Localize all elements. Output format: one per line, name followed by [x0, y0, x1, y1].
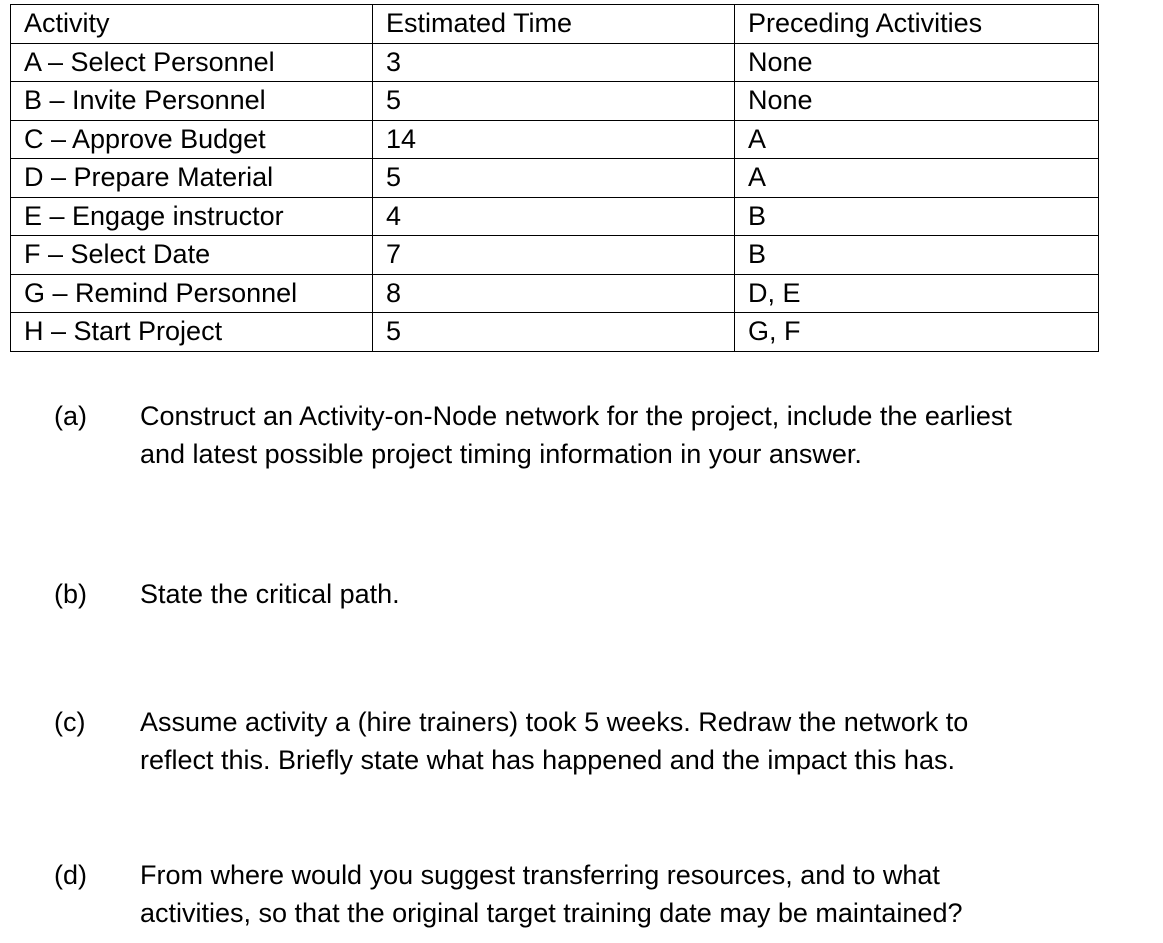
table-row	[11, 120, 1099, 159]
activity-cell: D – Prepare Material	[11, 159, 373, 198]
estimated-time-cell: 4	[373, 197, 735, 236]
question-text-line: and latest possible project timing information in your answer.	[140, 439, 862, 469]
activity-cell: A – Select Personnel	[11, 43, 373, 82]
table-row	[11, 274, 1099, 313]
table-row	[11, 313, 1099, 352]
activity-cell: G – Remind Personnel	[11, 274, 373, 313]
estimated-time-cell: 5	[373, 159, 735, 198]
header-estimated-time: Estimated Time	[373, 5, 735, 44]
activity-table	[10, 4, 1099, 352]
preceding-activities-cell: None	[735, 82, 1099, 121]
table-row	[11, 236, 1099, 275]
table-row	[11, 159, 1099, 198]
estimated-time-cell: 5	[373, 82, 735, 121]
question-text-line: State the critical path.	[140, 579, 400, 609]
table-row	[11, 197, 1099, 236]
table-row	[11, 43, 1099, 82]
activity-cell: B – Invite Personnel	[11, 82, 373, 121]
preceding-activities-cell: G, F	[735, 313, 1099, 352]
question-text-line: Construct an Activity-on-Node network for the project, include the earliest	[140, 401, 1012, 431]
preceding-activities-cell: B	[735, 197, 1099, 236]
estimated-time-cell: 3	[373, 43, 735, 82]
activity-cell: C – Approve Budget	[11, 120, 373, 159]
estimated-time-cell: 8	[373, 274, 735, 313]
activity-cell: E – Engage instructor	[11, 197, 373, 236]
header-activity: Activity	[11, 5, 373, 44]
question-text-line: reflect this. Briefly state what has happened and the impact this has.	[140, 745, 955, 775]
activity-cell: H – Start Project	[11, 313, 373, 352]
activity-cell: F – Select Date	[11, 236, 373, 275]
question-text-line: From where would you suggest transferring resources, and to what	[140, 860, 940, 890]
question-text-line: activities, so that the original target training date may be maintained?	[140, 898, 963, 928]
question-text-line: Assume activity a (hire trainers) took 5 weeks. Redraw the network to	[140, 707, 969, 737]
table-row	[11, 82, 1099, 121]
preceding-activities-cell: A	[735, 120, 1099, 159]
header-preceding-activities: Preceding Activities	[735, 5, 1099, 44]
estimated-time-cell: 14	[373, 120, 735, 159]
question-label: (b)	[54, 579, 87, 609]
question-label: (d)	[54, 860, 87, 890]
preceding-activities-cell: None	[735, 43, 1099, 82]
question-label: (c)	[54, 707, 86, 737]
preceding-activities-cell: B	[735, 236, 1099, 275]
estimated-time-cell: 7	[373, 236, 735, 275]
preceding-activities-cell: A	[735, 159, 1099, 198]
question-label: (a)	[54, 401, 87, 431]
table-header-row	[11, 5, 1099, 44]
estimated-time-cell: 5	[373, 313, 735, 352]
preceding-activities-cell: D, E	[735, 274, 1099, 313]
